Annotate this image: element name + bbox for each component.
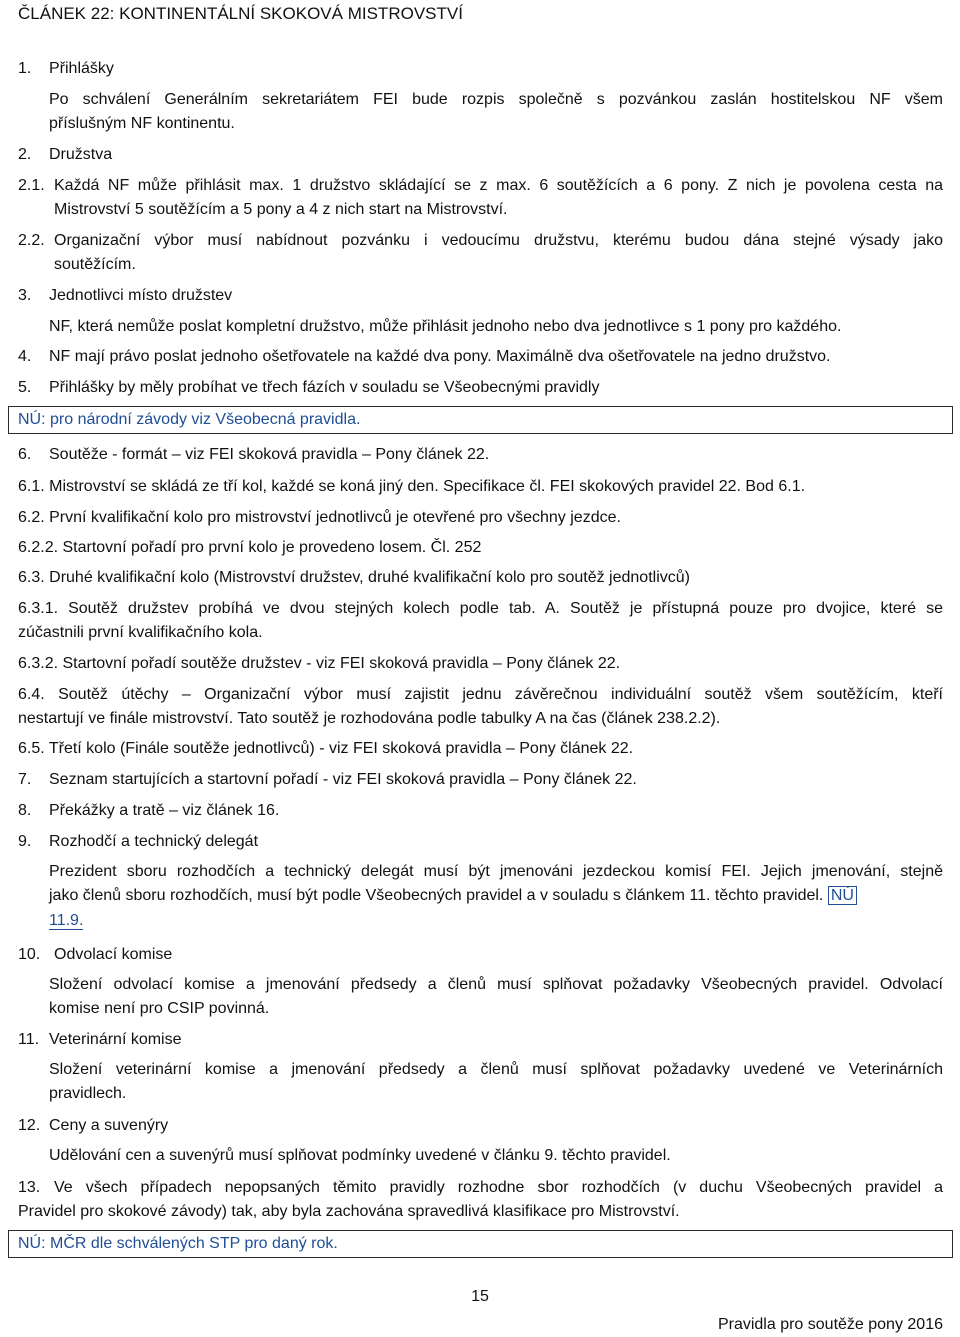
national-note-box: NÚ: pro národní závody viz Všeobecná pravidla.: [8, 406, 953, 434]
section-6-3-1-line: 6.3.1. Soutěž družstev probíhá ve dvou stejných kolech podle tab. A. Soutěž je přístupná pouze pro dvojice, které se: [18, 600, 943, 617]
section-3-paragraph: NF, která nemůže poslat kompletní družstvo, může přihlásit jednoho nebo dva jednotlivce s 1 pony pro každého.: [49, 318, 842, 335]
section-6-3-line: 6.3. Druhé kvalifikační kolo (Mistrovství družstev, druhé kvalifikační kolo pro soutěž jednotlivců): [18, 569, 690, 586]
section-9-paragraph-line: [49, 911, 943, 931]
section-13-line: Pravidel pro skokové závody) tak, aby byla zachována spravedlivá klasifikace pro Mistrovství.: [18, 1203, 680, 1220]
section-3-heading: 3. Jednotlivci místo družstev: [18, 287, 233, 304]
footer-text: Pravidla pro soutěže pony 2016: [717, 1316, 943, 1333]
national-note-box: NÚ: MČR dle schválených STP pro daný rok.: [8, 1230, 953, 1258]
section-2-2-line: 2.2. Organizační výbor musí nabídnout pozvánku i vedoucímu družstvu, kterému budou dána stejné výsady jako: [18, 232, 943, 249]
section-9-paragraph-line: Prezident sboru rozhodčích a technický delegát musí být jmenováni jezdeckou komisí FEI. Jejich jmenování, stejně: [49, 863, 943, 880]
section-6-2-line: 6.2. První kvalifikační kolo pro mistrovství jednotlivců je otevřené pro všechny jezdce.: [18, 509, 621, 526]
national-note-link[interactable]: NÚ: [828, 886, 857, 905]
page-title: ČLÁNEK 22: KONTINENTÁLNÍ SKOKOVÁ MISTROVSTVÍ: [18, 4, 463, 23]
section-12-paragraph: Udělování cen a suvenýrů musí splňovat podmínky uvedené v článku 9. těchto pravidel.: [49, 1147, 671, 1164]
section-5-line: 5. Přihlášky by měly probíhat ve třech fázích v souladu se Všeobecnými pravidly: [18, 379, 600, 396]
section-6-3-1-line: zúčastnili první kvalifikačního kola.: [18, 624, 263, 641]
section-6-4-line: 6.4. Soutěž útěchy – Organizační výbor musí zajistit jednu závěrečnou individuální soutěž všem soutěžícím, kteří: [18, 686, 943, 703]
section-13-line: 13. Ve všech případech nepopsaných těmito pravidly rozhodne sbor rozhodčích (v duchu Všeobecných pravidel a: [18, 1179, 943, 1196]
section-1-paragraph-line: příslušným NF kontinentu.: [49, 115, 235, 132]
section-2-2-line: soutěžícím.: [54, 256, 136, 273]
section-1-paragraph-line: Po schválení Generálním sekretariátem FEI bude rozpis společně s pozvánkou zaslán hostitelskou NF všem: [49, 91, 943, 108]
section-2-1-line: 2.1. Každá NF může přihlásit max. 1 družstvo skládající se z max. 6 soutěžících a 6 pony. Z nich je povolena cesta na: [18, 177, 943, 194]
section-6-1-line: 6.1. Mistrovství se skládá ze tří kol, každé se koná jiný den. Specifikace čl. FEI skokových pravidel 22. Bod 6.1.: [18, 478, 806, 495]
section-10-paragraph-line: komise není pro CSIP povinná.: [49, 1000, 270, 1017]
section-6-heading: 6. Soutěže - formát – viz FEI skoková pravidla – Pony článek 22.: [18, 446, 490, 463]
section-6-2-2-line: 6.2.2. Startovní pořadí pro první kolo je provedeno losem. Čl. 252: [18, 539, 482, 556]
section-4-line: 4. NF mají právo poslat jednoho ošetřovatele na každé dva pony. Maximálně dva ošetřovatele na jedno družstvo.: [18, 348, 831, 365]
section-11-paragraph-line: Složení veterinární komise a jmenování předsedy a členů musí splňovat požadavky uvedené ve Veterinárních: [49, 1061, 943, 1078]
page-number: 15: [471, 1288, 489, 1305]
section-11-paragraph-line: pravidlech.: [49, 1085, 127, 1102]
section-1-heading: 1. Přihlášky: [18, 60, 114, 77]
section-10-paragraph-line: Složení odvolací komise a jmenování předsedy a členů musí splňovat požadavky Všeobecných pravidel. Odvolací: [49, 976, 943, 993]
national-note-link-reference[interactable]: 11.9.: [49, 912, 84, 929]
section-6-5-line: 6.5. Třetí kolo (Finále soutěže jednotlivců) - viz FEI skoková pravidla – Pony článek 22.: [18, 740, 634, 757]
section-2-1-line: Mistrovství 5 soutěžícím a 5 pony a 4 z nich start na Mistrovství.: [54, 201, 508, 218]
section-7-line: 7. Seznam startujících a startovní pořadí - viz FEI skoková pravidla – Pony článek 22.: [18, 771, 637, 788]
section-8-line: 8. Překážky a tratě – viz článek 16.: [18, 802, 280, 819]
section-10-heading: 10. Odvolací komise: [18, 946, 173, 963]
section-6-3-2-line: 6.3.2. Startovní pořadí soutěže družstev - viz FEI skoková pravidla – Pony článek 22.: [18, 655, 621, 672]
section-12-heading: 12. Ceny a suvenýry: [18, 1117, 169, 1134]
section-11-heading: 11. Veterinární komise: [18, 1031, 182, 1048]
section-9-paragraph-line: jako členů sboru rozhodčích, musí být podle Všeobecných pravidel a v souladu s článkem 11. těchto pravidel. NÚ: [49, 886, 943, 906]
section-9-heading: 9. Rozhodčí a technický delegát: [18, 833, 259, 850]
section-2-heading: 2. Družstva: [18, 146, 113, 163]
section-6-4-line: nestartují ve finále mistrovství. Tato soutěž je rozhodována podle tabulky A na čas (článek 238.2.2).: [18, 710, 721, 727]
